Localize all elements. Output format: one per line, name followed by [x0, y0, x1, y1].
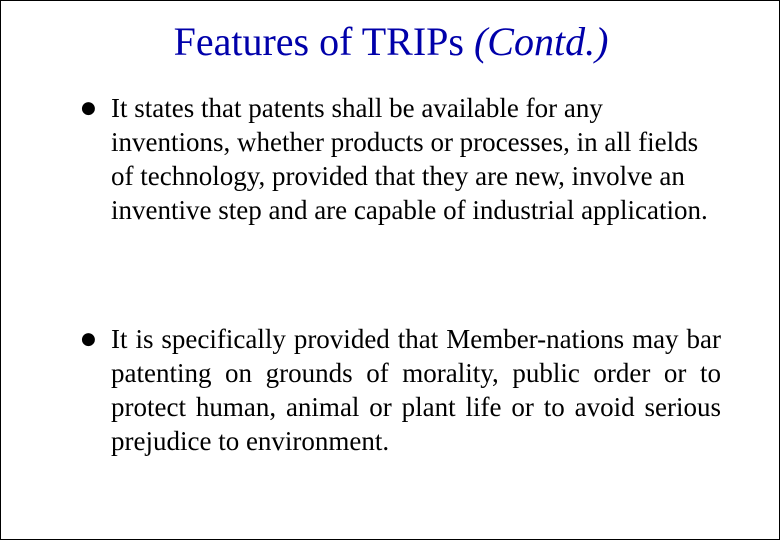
title-main: Features of TRIPs	[173, 19, 464, 64]
bullet-icon: ●	[81, 329, 96, 349]
bullet-item	[81, 322, 721, 458]
bullet-icon: ●	[81, 98, 96, 118]
bullet-text: It states that patents shall be available for any inventions, whether products or processes, in all fields of technology, provided that they are new, involve an inventive step and are capable of industrial application.	[111, 93, 708, 225]
slide-title	[1, 17, 780, 67]
bullet-item	[81, 91, 721, 227]
title-suffix: (Contd.)	[473, 19, 609, 64]
bullet-text: It is specifically provided that Member-nations may bar patenting on grounds of morality, public order or to protect human, animal or plant life or to avoid serious prejudice to environment.	[111, 324, 721, 456]
